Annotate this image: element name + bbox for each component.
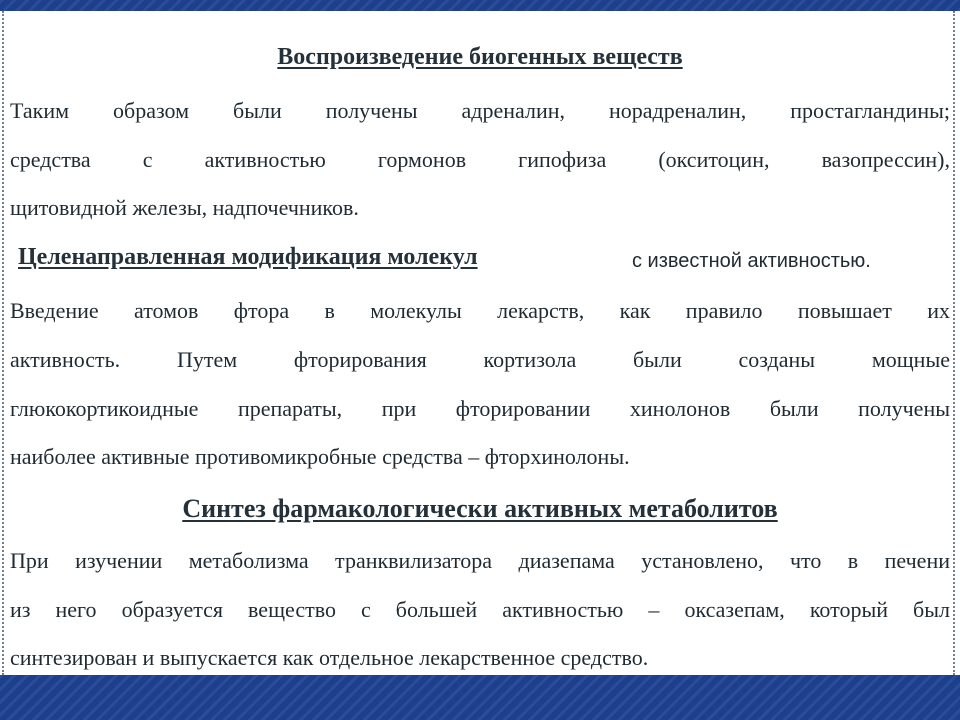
- section-heading-modification-tail: с известной активностью.: [632, 250, 871, 272]
- paragraph-1-line-3: щитовидной железы, надпочечников.: [10, 195, 359, 220]
- paragraph-2-line-4: наиболее активные противомикробные средства – фторхинолоны.: [10, 444, 630, 469]
- top-decorative-band: [0, 0, 960, 11]
- section-heading-modification: Целенаправленная модификация молекул: [18, 244, 478, 270]
- paragraph-3-line-2: из него образуется вещество с большей активностью – оксазепам, который был: [10, 597, 950, 622]
- section-heading-metabolites: Синтез фармакологически активных метаболитов: [182, 494, 778, 523]
- paragraph-3-line-3: синтезирован и выпускается как отдельное лекарственное средство.: [10, 645, 649, 670]
- slide-title: Воспроизведение биогенных веществ: [277, 44, 683, 70]
- paragraph-3-line-1: При изучении метаболизма транквилизатора диазепама установлено, что в печени: [10, 548, 950, 573]
- bottom-decorative-band: [0, 675, 960, 720]
- paragraph-1-line-2: средства с активностью гормонов гипофиза (окситоцин, вазопрессин),: [10, 147, 950, 172]
- paragraph-2-line-1: Введение атомов фтора в молекулы лекарств, как правило повышает их: [10, 298, 950, 323]
- paragraph-2-line-3: глюкокортикоидные препараты, при фторировании хинолонов были получены: [10, 396, 950, 421]
- paragraph-1-line-1: Таким образом были получены адреналин, норадреналин, простагландины;: [10, 98, 950, 123]
- paragraph-2-line-2: активность. Путем фторирования кортизола были созданы мощные: [10, 347, 950, 372]
